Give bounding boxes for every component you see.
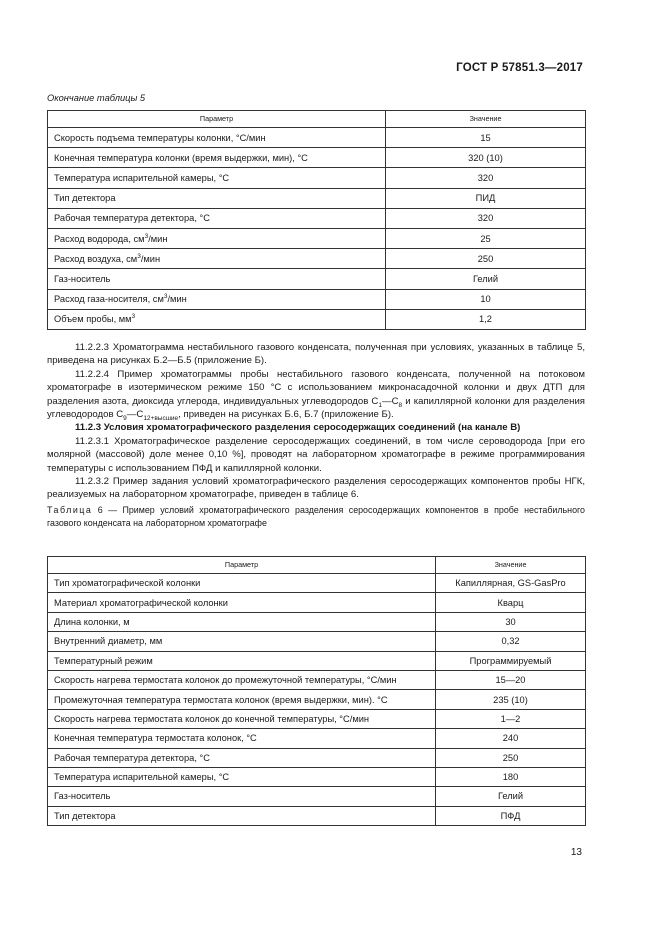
table-row — [48, 249, 586, 269]
param-cell: Внутренний диаметр, мм — [48, 632, 436, 651]
value-cell: Гелий — [436, 787, 586, 806]
table5-header-param: Параметр — [48, 111, 386, 128]
table-row — [48, 148, 586, 168]
value-cell: 320 — [386, 208, 586, 228]
value-cell: 30 — [436, 612, 586, 631]
body-text — [47, 341, 585, 531]
value-cell: Капиллярная, GS-GasPro — [436, 574, 586, 593]
value-cell: ПФД — [436, 806, 586, 825]
param-cell: Скорость нагрева термостата колонок до конечной температуры, °С/мин — [48, 709, 436, 728]
value-cell: 240 — [436, 729, 586, 748]
table6-header-value: Значение — [436, 557, 586, 574]
param-cell: Расход газа-носителя, $см^3$/мин — [48, 289, 386, 309]
param-cell: Температура испарительной камеры, °С — [48, 168, 386, 188]
param-cell: Расход воздуха, $см^3$/мин — [48, 249, 386, 269]
table-row — [48, 208, 586, 228]
paragraph-11-2-3-1: 11.2.3.1 Хроматографическое разделение серосодержащих соединений, в том числе сероводорода [при его молярной (массовой) доле менее 0,10 %], проводят на лабораторном хроматографе в режиме программирования температуры с использованием ПФД и капиллярной колонки. — [47, 435, 585, 474]
value-cell: 180 — [436, 767, 586, 786]
paragraph-11-2-3-2: 11.2.3.2 Пример задания условий хроматографического разделения серосодержащих компонентов пробы НГК, реализуемых на лабораторном хроматографе, приведен в таблице 6. — [47, 476, 585, 501]
table-row — [48, 168, 586, 188]
param-cell: Рабочая температура детектора, °С — [48, 748, 436, 767]
value-cell: 15—20 — [436, 670, 586, 689]
value-cell: 15 — [386, 128, 586, 148]
table-5 — [47, 110, 586, 330]
value-cell: Гелий — [386, 269, 586, 289]
value-cell: 10 — [386, 289, 586, 309]
table-row — [48, 128, 586, 148]
table-row — [48, 612, 586, 631]
table-row — [48, 228, 586, 248]
table-row — [48, 709, 586, 728]
value-cell: 1—2 — [436, 709, 586, 728]
value-cell: 250 — [386, 249, 586, 269]
standard-header: ГОСТ Р 57851.3—2017 — [456, 62, 583, 74]
paragraph-11-2-2-4: 11.2.2.4 Пример хроматограммы пробы нестабильного газового конденсата, полученной на потоковом хроматографе в изотермическом режиме 150 °С с использованием микронасадочной колонки и двух ДТП для разделения азота, диоксида углерода, индивидуальных углеводородов $С_1—С_8$ и капиллярной колонки для разделения углеводородов $С_9—С_{12+высшие}$, приведен на рисунках Б.6, Б.7 (приложение Б). — [47, 368, 585, 422]
table5-header-value: Значение — [386, 111, 586, 128]
value-cell: 320 — [386, 168, 586, 188]
param-cell: Тип детектора — [48, 188, 386, 208]
table-row — [48, 729, 586, 748]
param-cell: Скорость подъема температуры колонки, °С/мин — [48, 128, 386, 148]
value-cell: 1,2 — [386, 309, 586, 329]
table-row — [48, 767, 586, 786]
section-heading-11-2-3: 11.2.3 Условия хроматографического разделения серосодержащих соединений (на канале В) — [75, 422, 521, 434]
table6-caption: Таблица 6 — Пример условий хроматографического разделения серосодержащих компонентов в пробе нестабильного газового конденсата на лабораторном хроматографе — [47, 504, 585, 529]
table-row — [48, 787, 586, 806]
value-cell: ПИД — [386, 188, 586, 208]
param-cell: Материал хроматографической колонки — [48, 593, 436, 612]
table-row — [48, 593, 586, 612]
table-row — [48, 574, 586, 593]
table-row — [48, 309, 586, 329]
table-6 — [47, 556, 586, 826]
table-row — [48, 188, 586, 208]
table-row — [48, 670, 586, 689]
value-cell: 0,32 — [436, 632, 586, 651]
value-cell: 25 — [386, 228, 586, 248]
value-cell: 320 (10) — [386, 148, 586, 168]
param-cell: Конечная температура колонки (время выдержки, мин), °С — [48, 148, 386, 168]
param-cell: Рабочая температура детектора, °С — [48, 208, 386, 228]
paragraph-11-2-2-3: 11.2.2.3 Хроматограмма нестабильного газового конденсата, полученная при условиях, указанных в таблице 5, приведена на рисунках Б.2—Б.5 (приложение Б). — [47, 342, 585, 367]
table-row — [48, 289, 586, 309]
table-row — [48, 690, 586, 709]
param-cell: Расход водорода, $см^3$/мин — [48, 228, 386, 248]
table-row — [48, 806, 586, 825]
param-cell: Тип детектора — [48, 806, 436, 825]
param-cell: Температурный режим — [48, 651, 436, 670]
param-cell: Тип хроматографической колонки — [48, 574, 436, 593]
value-cell: Программируемый — [436, 651, 586, 670]
param-cell: Газ-носитель — [48, 787, 436, 806]
table-row — [48, 651, 586, 670]
table5-caption: Окончание таблицы 5 — [47, 93, 146, 103]
param-cell: Температура испарительной камеры, °С — [48, 767, 436, 786]
table-row — [48, 632, 586, 651]
value-cell: 235 (10) — [436, 690, 586, 709]
param-cell: Объем пробы, $мм^3$ — [48, 309, 386, 329]
param-cell: Длина колонки, м — [48, 612, 436, 631]
param-cell: Скорость нагрева термостата колонок до промежуточной температуры, °С/мин — [48, 670, 436, 689]
value-cell: Кварц — [436, 593, 586, 612]
table-row — [48, 748, 586, 767]
param-cell: Газ-носитель — [48, 269, 386, 289]
table-row — [48, 269, 586, 289]
value-cell: 250 — [436, 748, 586, 767]
param-cell: Промежуточная температура термостата колонок (время выдержки, мин). °С — [48, 690, 436, 709]
table6-header-param: Параметр — [48, 557, 436, 574]
param-cell: Конечная температура термостата колонок, °С — [48, 729, 436, 748]
page-number: 13 — [570, 847, 582, 858]
